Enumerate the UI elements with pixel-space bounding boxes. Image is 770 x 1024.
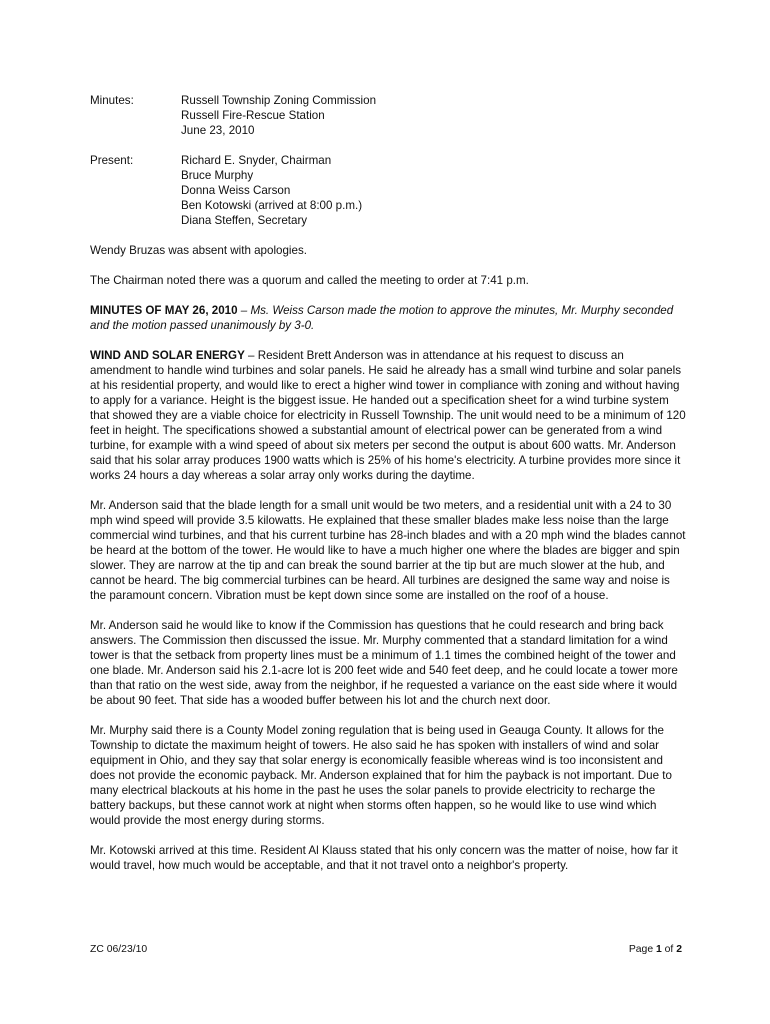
attendee: Ben Kotowski (arrived at 8:00 p.m.) <box>181 199 363 212</box>
dash-separator: – <box>244 349 258 362</box>
page-footer <box>90 944 682 955</box>
meeting-location: Russell Fire-Rescue Station <box>181 109 325 122</box>
present-header <box>90 153 686 228</box>
minutes-approval-text: Ms. Weiss Carson made the motion to approve the minutes, Mr. Murphy seconded and the motion passed unanimously by 3-0. <box>90 304 674 332</box>
quorum-note: The Chairman noted there was a quorum and called the meeting to order at 7:41 p.m. <box>90 274 529 287</box>
kotowski-arrival-paragraph: Mr. Kotowski arrived at this time. Resident Al Klauss stated that his only concern was the matter of noise, how far it would travel, how much would be acceptable, and that it not travel onto a neighbor's property. <box>90 844 678 872</box>
minutes-approval-paragraph <box>90 303 686 333</box>
attendee: Diana Steffen, Secretary <box>181 214 308 227</box>
wind-solar-heading: WIND AND SOLAR ENERGY <box>90 349 245 362</box>
minutes-header <box>90 93 686 138</box>
minutes-approval-heading: MINUTES OF MAY 26, 2010 <box>90 304 238 317</box>
attendee-list <box>181 153 362 228</box>
commission-questions-paragraph: Mr. Anderson said he would like to know if the Commission has questions that he could research and bring back answers. The Commission then discussed the issue. Mr. Murphy commented that a standard limitation for a wind tower is that the setback from property lines must be a minimum of 1.1 times the combined height of the tower and one blade. Mr. Anderson said his 2.1-acre lot is 200 feet wide and 540 feet deep, and he could locate a tower more than that ratio on the west side, away from the neighbor, if he requested a variance on the east side where it would be about 90 feet. That side has a wooded buffer between his lot and the church next door. <box>90 619 678 707</box>
minutes-label: Minutes: <box>90 94 134 107</box>
page-number: Page 1 of 2 <box>628 944 682 955</box>
commission-name: Russell Township Zoning Commission <box>181 94 377 107</box>
footer-doc-id: ZC 06/23/10 <box>90 944 148 955</box>
attendee: Richard E. Snyder, Chairman <box>181 154 332 167</box>
minutes-details <box>181 93 376 138</box>
meeting-date: June 23, 2010 <box>181 124 255 137</box>
present-label: Present: <box>90 154 134 167</box>
wind-solar-paragraph <box>90 348 686 483</box>
dash-separator: – <box>237 304 251 317</box>
attendee: Donna Weiss Carson <box>181 184 291 197</box>
document-page <box>90 93 686 888</box>
blade-length-paragraph: Mr. Anderson said that the blade length for a small unit would be two meters, and a residential unit with a 24 to 30 mph wind speed will provide 3.5 kilowatts. He explained that these smaller blades make less noise than the large commercial wind turbines, and that his current turbine has 28-inch blades and with a 20 mph wind the blades cannot be heard at the bottom of the tower. He would like to have a much higher one where the blades are bigger and spin slower. They are narrow at the tip and can break the sound barrier at the tip but are much slower at the hub, and cannot be heard. The big commercial turbines can be heard. All turbines are designed the same way and noise is the paramount concern. Vibration must be kept down since some are installed on the roof of a house. <box>90 499 686 602</box>
absent-note: Wendy Bruzas was absent with apologies. <box>90 244 307 257</box>
county-model-paragraph: Mr. Murphy said there is a County Model zoning regulation that is being used in Geauga County. It allows for the Township to dictate the maximum height of towers. He also said he has spoken with installers of wind and solar equipment in Ohio, and they say that solar energy is economically feasible whereas wind is too inconsistent and does not provide the economic payback. Mr. Anderson explained that for him the payback is not important. Due to many electrical blackouts at his home in the past he uses the solar panels to provide electricity to recharge the battery backups, but these cannot work at night when storms often happen, so he would like to use wind which would provide the most energy during storms. <box>90 724 672 827</box>
wind-solar-text: Resident Brett Anderson was in attendance at his request to discuss an amendment to handle wind turbines and solar panels. He said he already has a small wind turbine and solar panels at his residential property, and would like to erect a higher wind tower in compliance with zoning and without having to apply for a variance. Height is the biggest issue. He handed out a specification sheet for a wind turbine system that showed they are a viable choice for electricity in Russell Township. The unit would need to be a minimum of 120 feet in height. The specifications showed a substantial amount of electrical power can be generated from a wind turbine, for example with a wind speed of about six meters per second the output is about 600 watts. Mr. Anderson said that his solar array produces 1900 watts which is 25% of his home's electricity. A turbine provides more since it works 24 hours a day whereas a solar array only works during the daytime. <box>90 349 686 482</box>
attendee: Bruce Murphy <box>181 169 254 182</box>
